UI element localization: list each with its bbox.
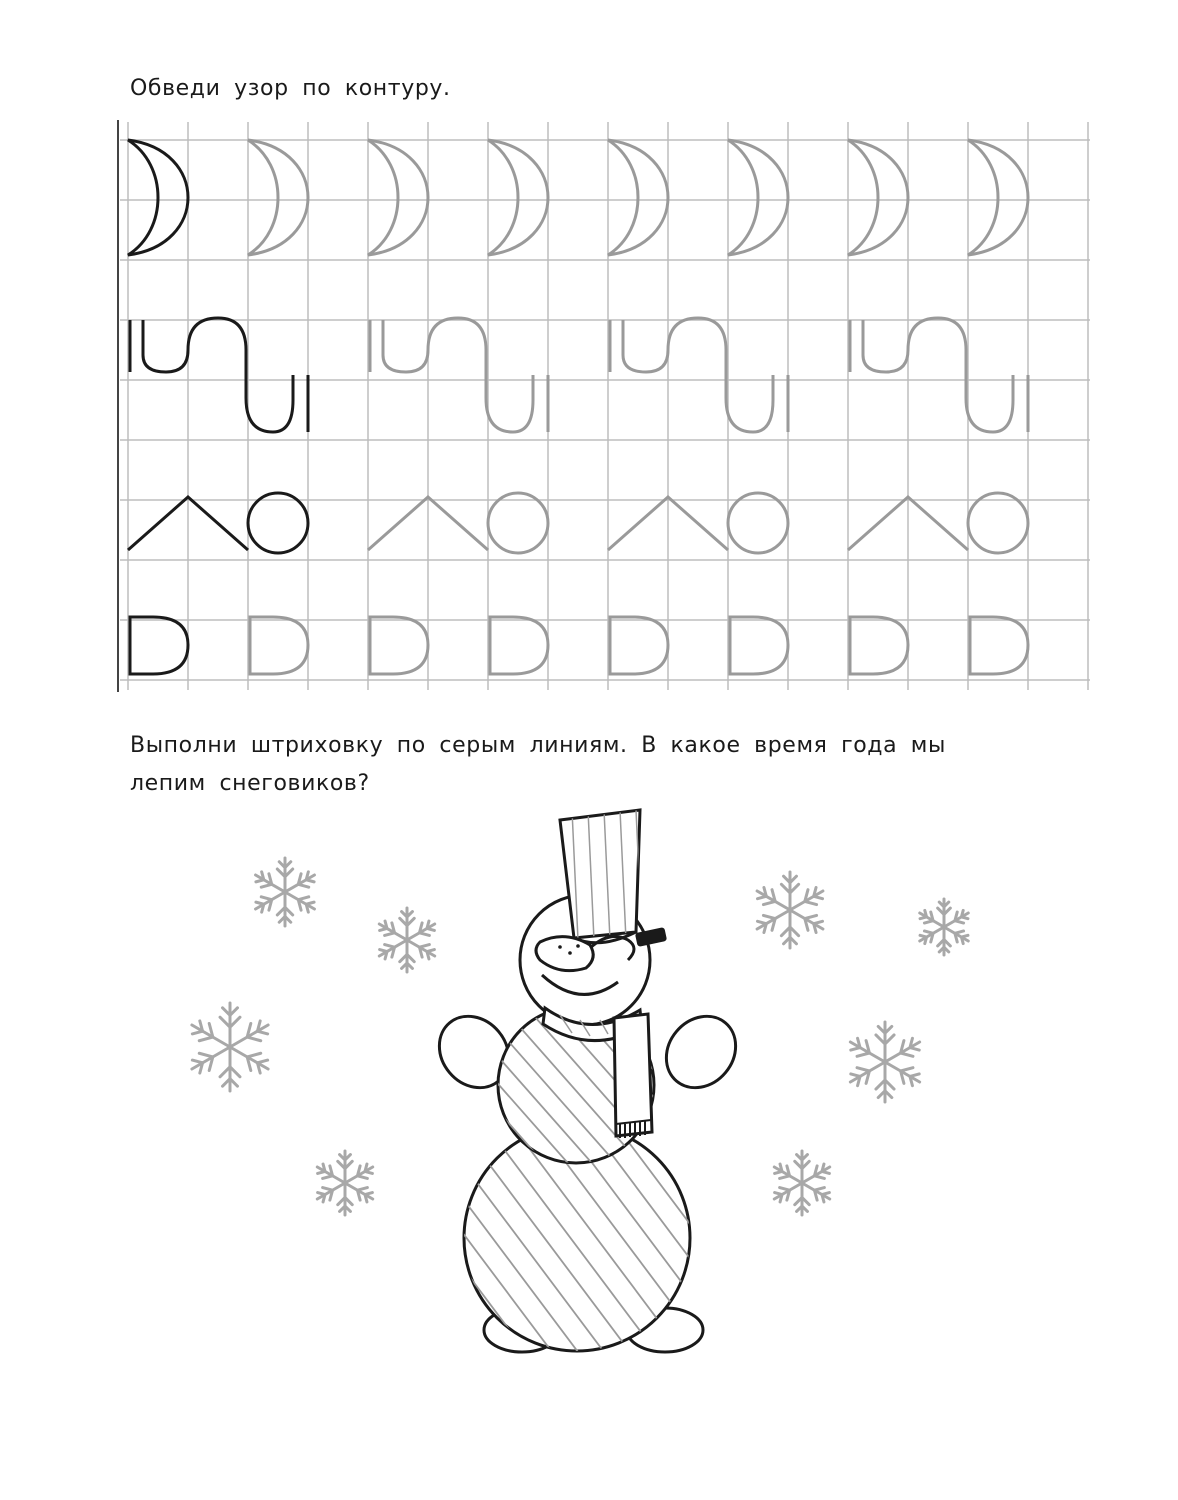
task-1-instruction: Обведи узор по контуру.	[130, 76, 451, 101]
snowflake-icon	[256, 858, 315, 926]
snowflake-icon	[192, 1003, 268, 1091]
snowflake-icon	[850, 1022, 919, 1102]
snowflake-icon	[757, 872, 823, 948]
snowflake-icon	[379, 908, 434, 972]
task-2-line-1: Выполни штриховку по серым линиям. В какое время года мы	[130, 733, 946, 758]
snowflake-icon	[317, 1151, 372, 1215]
right-arm	[652, 1002, 750, 1101]
task-2-line-2: лепим снеговиков?	[130, 771, 370, 796]
bucket-hat	[560, 810, 640, 938]
scarf-tail	[614, 1014, 652, 1136]
snowflake-icon	[774, 1151, 829, 1215]
snowflake-icon	[920, 899, 968, 955]
